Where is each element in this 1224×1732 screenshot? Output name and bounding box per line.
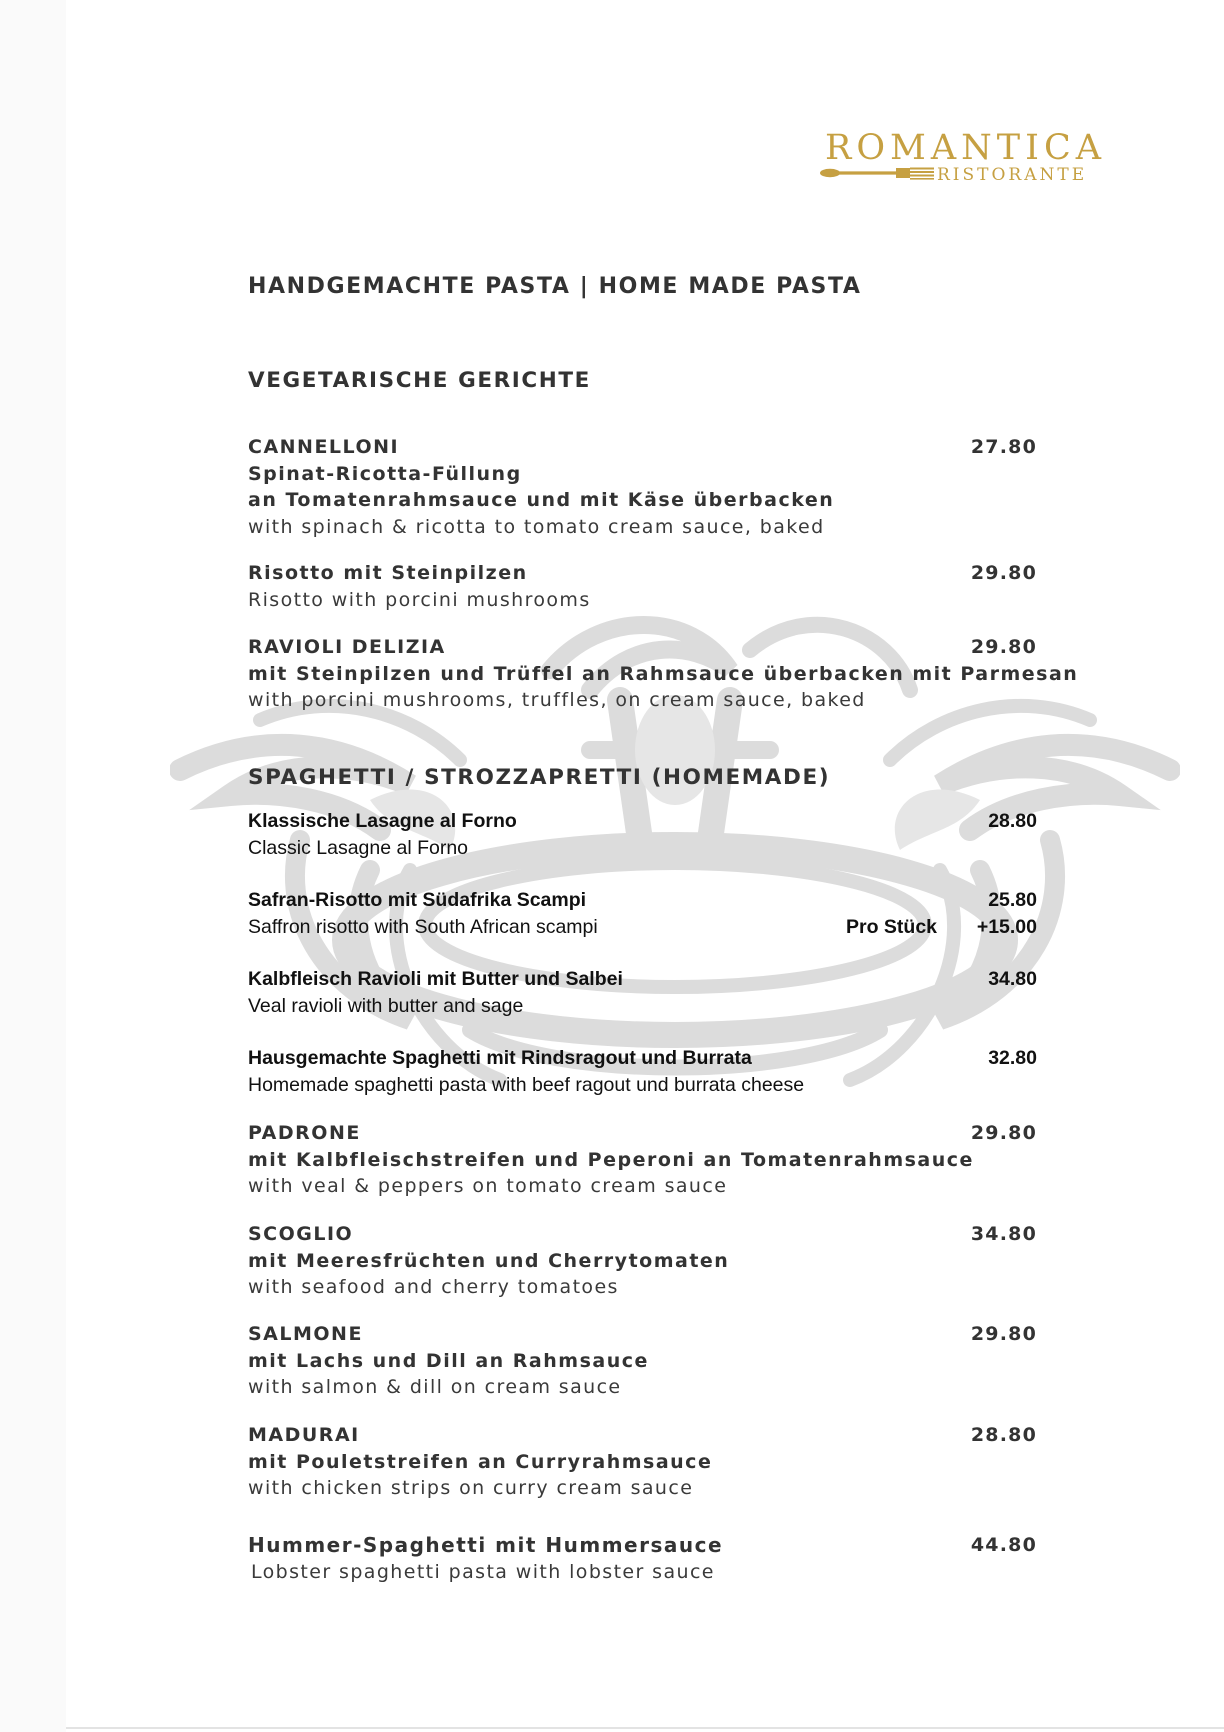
menu-item-kalbfleisch-ravioli bbox=[248, 966, 1038, 1019]
item-translation: Homemade spaghetti pasta with beef ragout und burrata cheese bbox=[248, 1073, 805, 1096]
item-description: mit Pouletstreifen an Curryrahmsauce bbox=[248, 1450, 713, 1473]
fork-icon bbox=[820, 165, 936, 181]
item-description: mit Meeresfrüchten und Cherrytomaten bbox=[248, 1249, 730, 1272]
menu-item-scoglio bbox=[248, 1221, 1038, 1301]
menu-item-padrone bbox=[248, 1120, 1038, 1200]
item-price: 29.80 bbox=[970, 636, 1037, 658]
item-price: 27.80 bbox=[970, 436, 1037, 458]
item-translation: Classic Lasagne al Forno bbox=[248, 836, 469, 859]
menu-item-madurai bbox=[248, 1422, 1038, 1502]
item-name: Kalbfleisch Ravioli mit Butter und Salbei bbox=[248, 968, 623, 990]
menu-item-salmone bbox=[248, 1321, 1038, 1401]
item-translation: with chicken strips on curry cream sauce bbox=[248, 1477, 694, 1499]
logo-title: ROMANTICA bbox=[825, 128, 1107, 168]
item-translation: with seafood and cherry tomatoes bbox=[248, 1276, 619, 1298]
item-price: 29.80 bbox=[970, 1323, 1037, 1345]
item-translation: Veal ravioli with butter and sage bbox=[248, 994, 524, 1017]
item-name: Hummer-Spaghetti mit Hummersauce bbox=[248, 1533, 724, 1557]
item-name: Hausgemachte Spaghetti mit Rindsragout und Burrata bbox=[248, 1047, 752, 1069]
item-price: 32.80 bbox=[988, 1047, 1037, 1069]
item-translation: with salmon & dill on cream sauce bbox=[248, 1376, 622, 1398]
item-translation: with spinach & ricotta to tomato cream sauce, baked bbox=[248, 515, 825, 538]
menu-item-lasagne bbox=[248, 808, 1038, 861]
item-description: mit Steinpilzen und Trüffel an Rahmsauce überbacken mit Parmesan bbox=[248, 662, 1079, 685]
page-title: HANDGEMACHTE PASTA | HOME MADE PASTA bbox=[248, 274, 862, 299]
section-heading-vegetarian: VEGETARISCHE GERICHTE bbox=[248, 368, 591, 393]
item-price: 44.80 bbox=[970, 1534, 1037, 1556]
extra-label: Pro Stück bbox=[846, 915, 938, 938]
item-name: Klassische Lasagne al Forno bbox=[248, 810, 517, 832]
section-heading-spaghetti: SPAGHETTI / STROZZAPRETTI (HOMEMADE) bbox=[248, 765, 831, 790]
item-price: 29.80 bbox=[970, 1122, 1037, 1144]
item-name: Safran-Risotto mit Südafrika Scampi bbox=[248, 889, 587, 911]
menu-item-hummer-spaghetti bbox=[248, 1532, 1038, 1585]
item-price: 29.80 bbox=[970, 562, 1037, 584]
item-name: CANNELLONI bbox=[248, 436, 400, 458]
menu-item-ravioli-delizia bbox=[248, 634, 1079, 714]
menu-item-hausgemachte-spaghetti bbox=[248, 1045, 1038, 1098]
item-name: SALMONE bbox=[248, 1323, 363, 1345]
menu-item-cannelloni bbox=[248, 434, 1038, 540]
item-translation: with porcini mushrooms, truffles, on cream sauce, baked bbox=[248, 689, 866, 711]
item-name: Risotto mit Steinpilzen bbox=[248, 562, 528, 584]
item-name: PADRONE bbox=[248, 1122, 361, 1144]
item-price: 28.80 bbox=[970, 1424, 1037, 1446]
item-description: an Tomatenrahmsauce und mit Käse überbacken bbox=[248, 489, 835, 511]
item-translation: Risotto with porcini mushrooms bbox=[248, 588, 591, 611]
item-price: 28.80 bbox=[988, 810, 1037, 832]
item-price: 34.80 bbox=[970, 1223, 1037, 1245]
item-price: 25.80 bbox=[988, 889, 1037, 911]
item-name: SCOGLIO bbox=[248, 1223, 354, 1245]
page-edge-shade bbox=[0, 0, 66, 1732]
page-bottom-divider bbox=[66, 1727, 1224, 1729]
menu-item-safran-risotto bbox=[248, 887, 1038, 940]
item-translation: Lobster spaghetti pasta with lobster sauce bbox=[251, 1560, 715, 1583]
item-description: Spinat-Ricotta-Füllung bbox=[248, 462, 522, 485]
item-price: 34.80 bbox=[988, 968, 1037, 990]
item-name: MADURAI bbox=[248, 1424, 360, 1446]
restaurant-logo bbox=[820, 128, 1107, 188]
extra-price: +15.00 bbox=[976, 915, 1037, 938]
logo-subtitle: RISTORANTE bbox=[937, 165, 1088, 185]
item-name: RAVIOLI DELIZIA bbox=[248, 636, 446, 658]
item-translation: with veal & peppers on tomato cream sauce bbox=[248, 1175, 728, 1197]
item-translation: Saffron risotto with South African scampi bbox=[248, 915, 598, 938]
item-description: mit Kalbfleischstreifen und Peperoni an Tomatenrahmsauce bbox=[248, 1148, 974, 1171]
menu-item-risotto-steinpilzen bbox=[248, 560, 1038, 613]
item-description: mit Lachs und Dill an Rahmsauce bbox=[248, 1349, 649, 1372]
